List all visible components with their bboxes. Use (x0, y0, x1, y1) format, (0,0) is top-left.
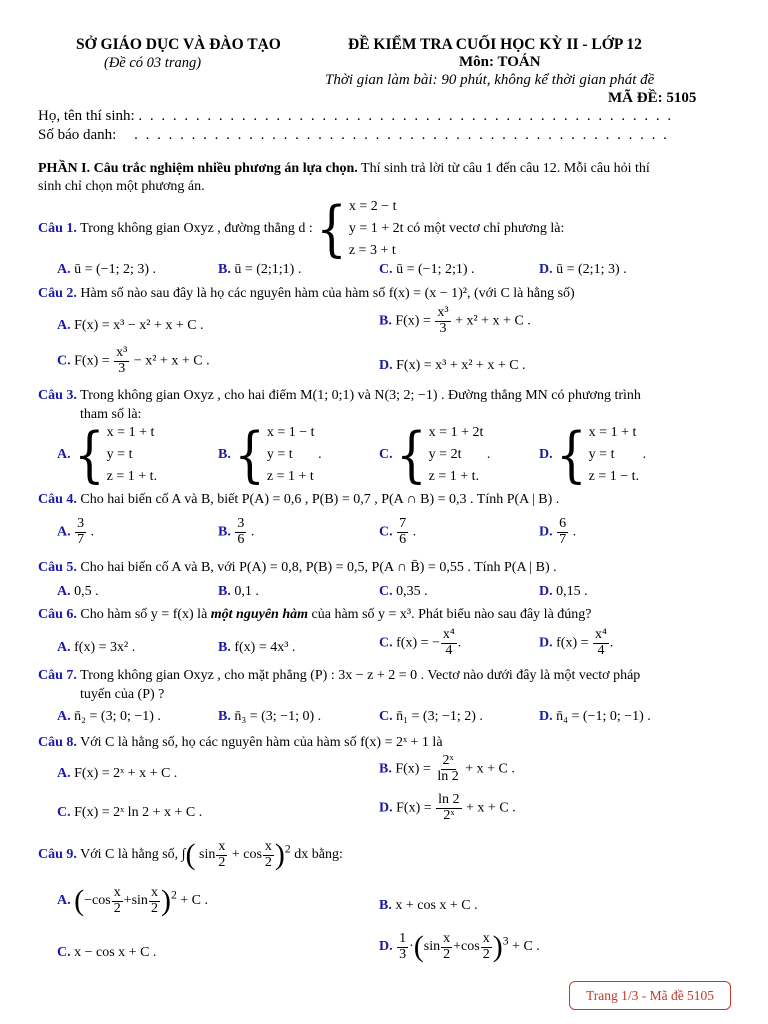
q7-option-a[interactable]: A. n̄₂ = (3; 0; −1) . (57, 709, 161, 724)
q2-option-a[interactable]: A. F(x) = x³ − x² + x + C . (57, 318, 204, 333)
q6-option-d[interactable]: D. f(x) = $\frac{\text{x⁴}}{4}$ . (539, 627, 614, 658)
q4-option-a[interactable]: A. $\frac{3}{7}$ . (57, 516, 95, 547)
exam-title: ĐỀ KIỂM TRA CUỐI HỌC KỲ II - LỚP 12 (348, 36, 642, 53)
question-2: Câu 2. Hàm số nào sau đây là họ các nguyên hàm của hàm số f(x) = (x − 1)², (với C là hằng số) (38, 286, 575, 301)
question-7: Câu 7. Trong không gian Oxyz , cho mặt phẳng (P) : 3x − z + 2 = 0 . Vectơ nào dưới đây là một vectơ pháp (38, 668, 641, 683)
q3-option-b[interactable]: B. { x = 1 − t y = t z = 1 + t . (218, 420, 322, 490)
q9-option-a[interactable]: A. (−cos $\frac{x}{2}$ +sin $\frac{x}{2}$ )$^2$ + C . (57, 884, 208, 917)
student-id-line (38, 127, 669, 144)
q4-option-d[interactable]: D. $\frac{6}{7}$ . (539, 516, 577, 547)
q8-option-d[interactable]: D. F(x) = $\frac{\ln 2}{\text{2ˣ}}$ + x + C . (379, 792, 516, 823)
q2-option-b[interactable]: B. F(x) = $\frac{\text{x³}}{3}$ + x² + x + C . (379, 305, 531, 336)
q1-option-c[interactable]: C. ū = (−1; 2;1) . (379, 262, 475, 277)
brace-icon: { (74, 420, 105, 490)
question-4: Câu 4. Cho hai biến cố A và B, biết P(A) = 0,6 , P(B) = 0,7 , P(A ∩ B) = 0,3 . Tính P(A | B) . (38, 492, 560, 507)
q9-option-d[interactable]: D. $\frac{1}{3}$ ·(sin $\frac{x}{2}$ +cos $\frac{x}{2}$ )$^3$ + C . (379, 930, 540, 963)
question-5: Câu 5. Cho hai biến cố A và B, với P(A) = 0,8, P(B) = 0,5, P(A ∩ B̄) = 0,55 . Tính P(A | B) . (38, 560, 557, 575)
q2-option-d[interactable]: D. F(x) = x³ + x² + x + C . (379, 358, 526, 373)
q9-option-b[interactable]: B. x + cos x + C . (379, 898, 478, 913)
q5-option-d[interactable]: D. 0,15 . (539, 584, 588, 599)
question-9: Câu 9. Với C là hằng số, ∫( sin $\frac{x}{2}$ + cos $\frac{x}{2}$ )$^2$ dx bằng: (38, 838, 343, 871)
q1-sys-y: y = 1 + 2t (348, 221, 404, 236)
question-1 (38, 196, 564, 262)
exam-time: Thời gian làm bài: 90 phút, không kể thời gian phát đề (325, 72, 655, 88)
q1-text-b: có một vectơ chỉ phương là: (407, 221, 565, 237)
q1-label: Câu 1. (38, 221, 77, 237)
student-name-label: Họ, tên thí sinh: (38, 108, 135, 124)
q3-option-a[interactable]: A. { x = 1 + t y = t z = 1 + t. (57, 420, 158, 490)
q1-option-a[interactable]: A. ū = (−1; 2; 3) . (57, 262, 157, 277)
student-id-label: Số báo danh: (38, 127, 117, 143)
exam-code: MÃ ĐỀ: 5105 (608, 90, 697, 106)
q5-option-a[interactable]: A. 0,5 . (57, 584, 99, 599)
brace-icon: { (556, 420, 587, 490)
page-count: (Đề có 03 trang) (104, 55, 202, 71)
q9-option-c[interactable]: C. x − cos x + C . (57, 945, 157, 960)
student-name-dots: . . . . . . . . . . . . . . . . . . . . . . . . . . . . . . . . . . . . . . . . . . . . . . . (138, 108, 674, 124)
q2-option-c[interactable]: C. F(x) = $\frac{\text{x³}}{3}$ − x² + x + C . (57, 345, 210, 376)
question-3: Câu 3. Trong không gian Oxyz , cho hai điểm M(1; 0;1) và N(3; 2; −1) . Đường thẳng MN có phương trình (38, 388, 641, 403)
student-name-line (38, 108, 673, 125)
q1-sys-z: z = 3 + t (348, 243, 396, 258)
question-8: Câu 8. Với C là hằng số, họ các nguyên hàm của hàm số f(x) = 2ˣ + 1 là (38, 735, 443, 750)
brace-icon: { (316, 194, 347, 264)
q7-option-d[interactable]: D. n̄₄ = (−1; 0; −1) . (539, 709, 651, 724)
q6-option-c[interactable]: C. f(x) = − $\frac{\text{x⁴}}{4}$ . (379, 627, 462, 658)
part1-desc2: sinh chỉ chọn một phương án. (38, 179, 205, 194)
q3-option-d[interactable]: D. { x = 1 + t y = t z = 1 − t. . (539, 420, 647, 490)
q7-text2: tuyến của (P) ? (80, 687, 165, 702)
q1-system (316, 196, 403, 262)
part1-intro (38, 161, 650, 177)
q7-option-c[interactable]: C. n̄₁ = (3; −1; 2) . (379, 709, 483, 724)
student-id-dots: . . . . . . . . . . . . . . . . . . . . . . . . . . . . . . . . . . . . . . . . . . . . . . . (134, 127, 669, 143)
q8-option-b[interactable]: B. F(x) = $\frac{\text{2ˣ}}{\ln 2}$ + x + C . (379, 753, 515, 784)
q4-option-c[interactable]: C. $\frac{7}{6}$ . (379, 516, 417, 547)
q1-text: Trong không gian Oxyz , đường thẳng d : (76, 221, 313, 237)
page-footer: Trang 1/3 - Mã đề 5105 (569, 981, 731, 1010)
dept-name: SỞ GIÁO DỤC VÀ ĐÀO TẠO (76, 36, 281, 53)
brace-icon: { (234, 420, 265, 490)
part1-desc: Thí sinh trả lời từ câu 1 đến câu 12. Mỗi câu hỏi thí (357, 161, 650, 176)
q3-text2: tham số là: (80, 407, 142, 422)
q1-option-d[interactable]: D. ū = (2;1; 3) . (539, 262, 627, 277)
question-6: Câu 6. Cho hàm số y = f(x) là một nguyên hàm của hàm số y = x³. Phát biểu nào sau đây là đúng? (38, 607, 592, 622)
q8-option-a[interactable]: A. F(x) = 2ˣ + x + C . (57, 766, 178, 781)
q1-sys-x: x = 2 − t (348, 199, 397, 214)
q6-option-a[interactable]: A. f(x) = 3x² . (57, 640, 136, 655)
part1-title: PHẦN I. Câu trắc nghiệm nhiều phương án lựa chọn. (38, 161, 358, 176)
brace-icon: { (396, 420, 427, 490)
q6-option-b[interactable]: B. f(x) = 4x³ . (218, 640, 296, 655)
q1-option-b[interactable]: B. ū = (2;1;1) . (218, 262, 302, 277)
q3-option-c[interactable]: C. { x = 1 + 2t y = 2t z = 1 + t. . (379, 420, 491, 490)
q7-option-b[interactable]: B. n̄₃ = (3; −1; 0) . (218, 709, 322, 724)
q4-option-b[interactable]: B. $\frac{3}{6}$ . (218, 516, 255, 547)
subject: Môn: TOÁN (459, 54, 541, 70)
q8-option-c[interactable]: C. F(x) = 2ˣ ln 2 + x + C . (57, 805, 203, 820)
q5-option-c[interactable]: C. 0,35 . (379, 584, 428, 599)
q5-option-b[interactable]: B. 0,1 . (218, 584, 259, 599)
